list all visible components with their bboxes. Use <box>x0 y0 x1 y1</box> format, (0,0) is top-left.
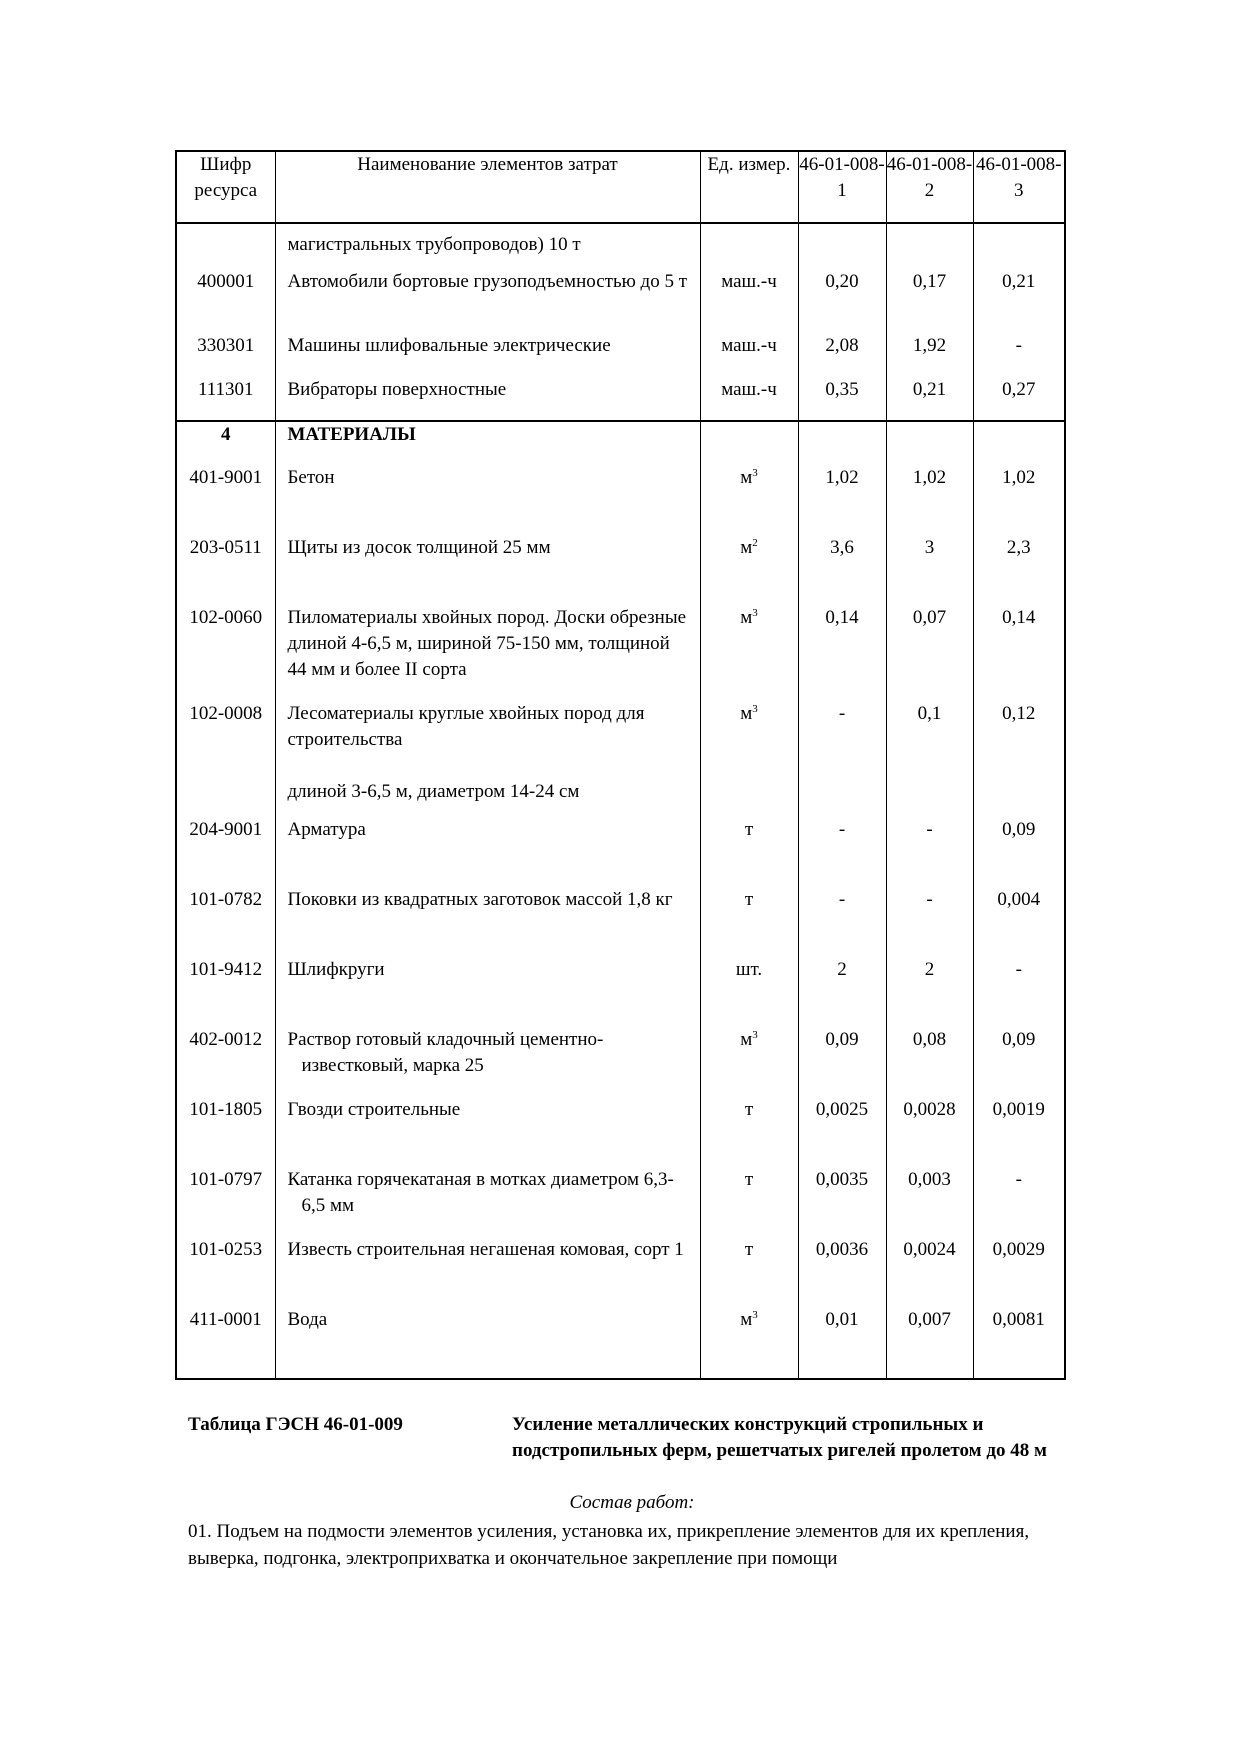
section-code: 4 <box>176 421 275 465</box>
table-header-row <box>176 151 1065 223</box>
section-row-materials <box>176 421 1065 465</box>
header-col-1: 46-01-008-1 <box>798 151 886 223</box>
table-row: 411-0001 Вода $м^3$ 0,01 0,007 0,0081 <box>176 1307 1065 1379</box>
table-row: 102-0008 Лесоматериалы круглые хвойных пород для строительства $м^3$ - 0,1 0,12 <box>176 701 1065 771</box>
section-title: МАТЕРИАЛЫ <box>275 421 700 465</box>
table-row: 102-0060 Пиломатериалы хвойных пород. Доски обрезные длиной 4-6,5 м, шириной 75-150 мм, толщиной 44 мм и более II сорта $м^3$ 0,14 0,07 0,14 <box>176 605 1065 701</box>
header-name: Наименование элементов затрат <box>275 151 700 223</box>
table-row: 111301 Вибраторы поверхностные маш.-ч 0,35 0,21 0,27 <box>176 377 1065 421</box>
table-row: 330301 Машины шлифовальные электрические маш.-ч 2,08 1,92 - <box>176 333 1065 377</box>
table-row: 101-1805 Гвозди строительные т 0,0025 0,0028 0,0019 <box>176 1097 1065 1167</box>
table-row: 203-0511 Щиты из досок толщиной 25 мм $м^2$ 3,6 3 2,3 <box>176 535 1065 605</box>
table-row: длиной 3-6,5 м, диаметром 14-24 см <box>176 771 1065 817</box>
table-caption-title: Усиление металлических конструкций стропильных и подстропильных ферм, решетчатых ригелей пролетом до 48 м <box>512 1414 1047 1461</box>
resource-table <box>175 150 1066 1380</box>
header-col-3: 46-01-008-3 <box>973 151 1065 223</box>
table-row: 101-0253 Известь строительная негашеная комовая, сорт 1 т 0,0036 0,0024 0,0029 <box>176 1237 1065 1307</box>
table-row: 101-0797 Катанка горячекатаная в мотках диаметром 6,3-6,5 мм т 0,0035 0,003 - <box>176 1167 1065 1237</box>
works-heading: Состав работ: <box>569 1492 695 1513</box>
table-row: 101-9412 Шлифкруги шт. 2 2 - <box>176 957 1065 1027</box>
header-unit: Ед. измер. <box>700 151 798 223</box>
table-row: 402-0012 Раствор готовый кладочный цементно-известковый, марка 25 $м^3$ 0,09 0,08 0,09 <box>176 1027 1065 1097</box>
table-row: 401-9001 Бетон $м^3$ 1,02 1,02 1,02 <box>176 465 1065 535</box>
works-text: 01. Подъем на подмости элементов усиления, установка их, прикрепление элементов для их крепления, выверка, подгонка, электроприхватка и окончательное закрепление при помощи <box>188 1521 1030 1569</box>
table-row: 204-9001 Арматура т - - 0,09 <box>176 817 1065 887</box>
table-row: магистральных трубопроводов) 10 т <box>176 223 1065 263</box>
header-code: Шифр ресурса <box>176 151 275 223</box>
table-caption-id: Таблица ГЭСН 46-01-009 <box>188 1414 403 1435</box>
table-row: 101-0782 Поковки из квадратных заготовок массой 1,8 кг т - - 0,004 <box>176 887 1065 957</box>
table-row: 400001 Автомобили бортовые грузоподъемностью до 5 т маш.-ч 0,20 0,17 0,21 <box>176 263 1065 333</box>
header-col-2: 46-01-008-2 <box>886 151 973 223</box>
